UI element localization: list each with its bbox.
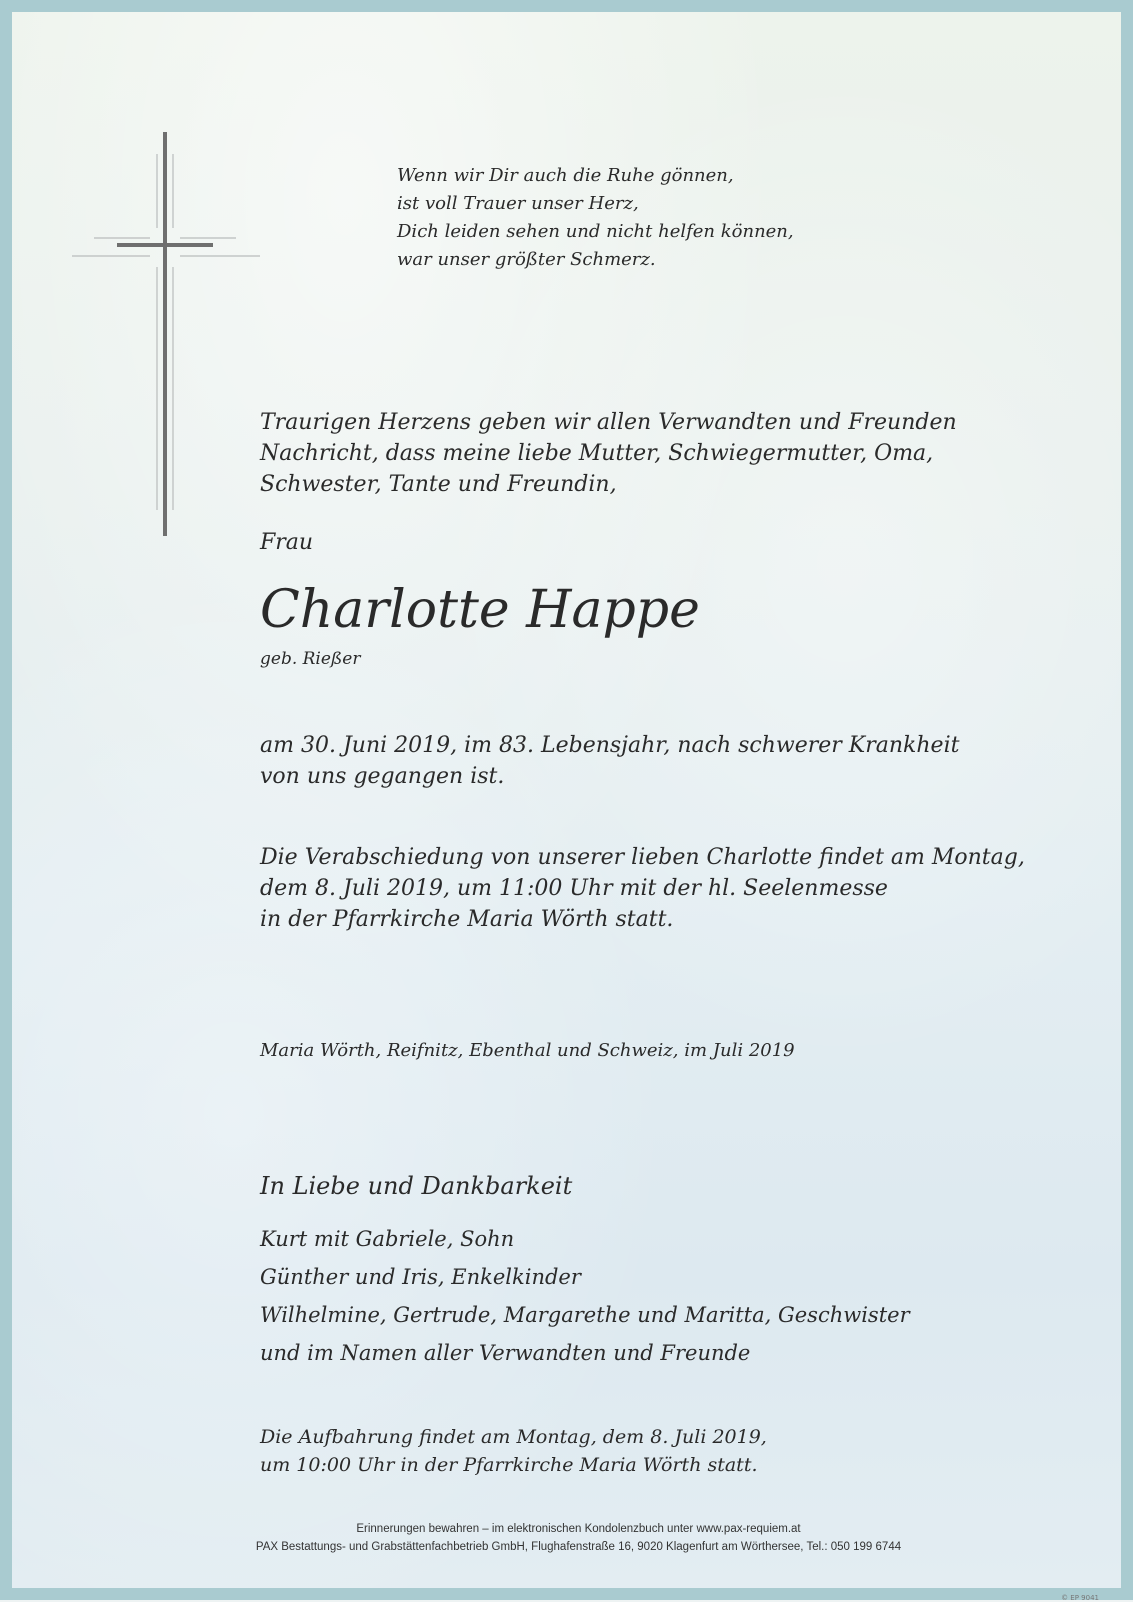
mourner-line: Günther und Iris, Enkelkinder [260,1265,581,1289]
viewing-notice [260,1423,767,1479]
verse-line: Wenn wir Dir auch die Ruhe gönnen, [397,165,734,186]
footer-company-line: PAX Bestattungs- und Grabstättenfachbetrieb GmbH, Flughafenstraße 16, 9020 Klagenfurt am Wörthersee, Tel.: 050 199 6744 [255,1541,902,1553]
footer-condolence-line: Erinnerungen bewahren – im elektronischen Kondolenzbuch unter www.pax-requiem.at [356,1523,801,1535]
cross-icon [72,132,262,552]
farewell-line: in der Pfarrkirche Maria Wörth statt. [260,907,674,932]
death-line: am 30. Juni 2019, im 83. Lebensjahr, nach schwerer Krankheit [260,733,960,758]
deceased-name: Charlotte Happe [260,580,700,640]
death-notice [260,730,959,792]
farewell-line: dem 8. Juli 2019, um 11:00 Uhr mit der hl. Seelenmesse [260,876,888,901]
place-date: Maria Wörth, Reifnitz, Ebenthal und Schweiz, im Juli 2019 [260,1040,795,1061]
mourner-line: Kurt mit Gabriele, Sohn [260,1227,515,1251]
verse-line: ist voll Trauer unser Herz, [397,193,639,214]
farewell-line: Die Verabschiedung von unserer lieben Charlotte findet am Montag, [260,845,1025,870]
farewell-notice [260,842,1025,935]
viewing-line: Die Aufbahrung findet am Montag, dem 8. Juli 2019, [260,1426,767,1448]
verse-line: war unser größter Schmerz. [397,249,656,270]
verse-line: Dich leiden sehen und nicht helfen können, [397,221,794,242]
death-line: von uns gegangen ist. [260,764,505,789]
intro-line: Schwester, Tante und Freundin, [260,472,617,497]
announcement-intro [260,407,957,500]
memorial-verse [397,162,794,274]
mourners-heading: In Liebe und Dankbarkeit [260,1172,573,1200]
mourner-line: Wilhelmine, Gertrude, Margarethe und Maritta, Geschwister [260,1303,910,1327]
viewing-line: um 10:00 Uhr in der Pfarrkirche Maria Wörth statt. [260,1454,758,1476]
salutation: Frau [260,530,314,555]
intro-line: Nachricht, dass meine liebe Mutter, Schwiegermutter, Oma, [260,441,934,466]
birth-name: geb. Rießer [260,649,361,669]
intro-line: Traurigen Herzens geben wir allen Verwandten und Freunden [260,410,957,435]
mourner-line: und im Namen aller Verwandten und Freunde [260,1341,751,1365]
template-code: © EP 9041 [1061,1594,1099,1602]
footer [12,1520,1133,1556]
mourners-list [260,1220,910,1372]
